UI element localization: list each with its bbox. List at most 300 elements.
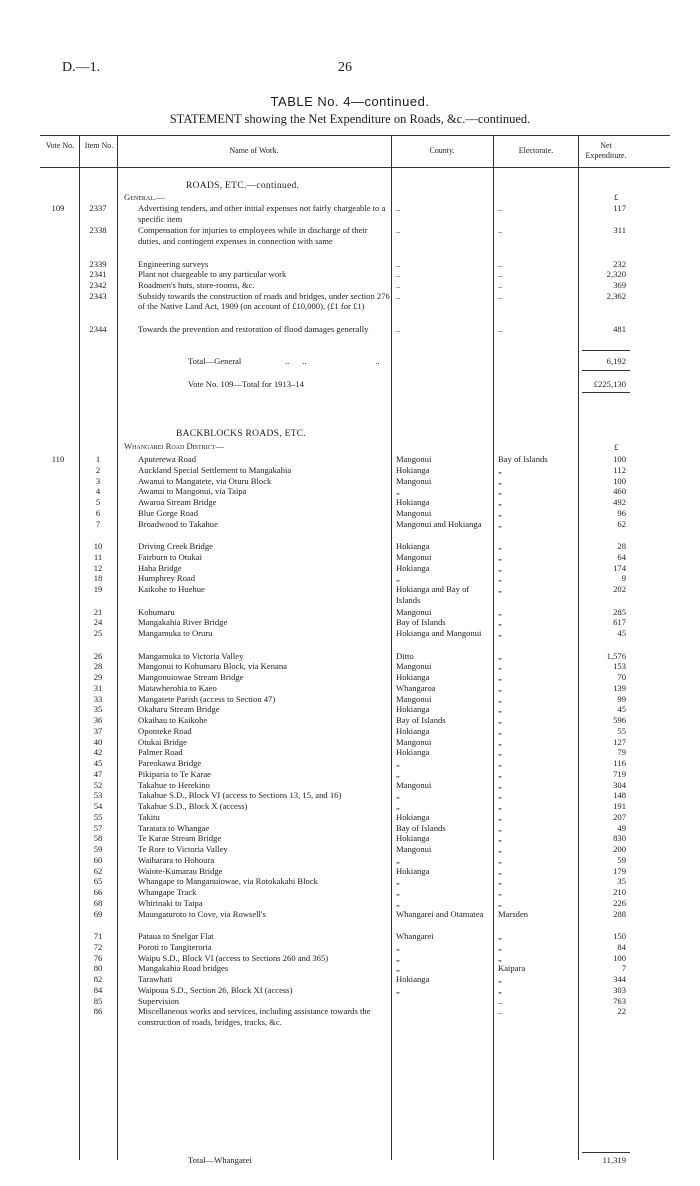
net-expenditure: 285 (613, 606, 626, 617)
item-number: 1 (95, 454, 101, 464)
work-name: Whangape to Manganuiowae, via Rotokakahi Block (138, 876, 318, 887)
net-expenditure: 226 (613, 897, 626, 908)
work-name: Plant not chargeable to any particular work (138, 269, 287, 280)
county: Mangonui (396, 507, 432, 518)
net-expenditure: 344 (613, 974, 626, 984)
work-name: Mangonui to Kohumaru Block, via Kenana (138, 661, 287, 672)
net-expenditure: 59 (617, 854, 626, 865)
item-number: 62 (93, 865, 103, 876)
work-name: Waipu S.D., Block VI (access to Sections 260 and 365) (138, 952, 329, 963)
electorate: .. (498, 290, 503, 301)
total-value: 11,319 (602, 1155, 626, 1165)
currency-symbol: £ (614, 192, 619, 202)
col-rule-4 (493, 135, 494, 1160)
net-expenditure: 112 (613, 464, 626, 475)
electorate: „ (498, 747, 502, 758)
item-number: 29 (93, 672, 103, 682)
item-number: 60 (93, 854, 103, 865)
work-name: Takahue to Herekino (138, 779, 210, 790)
work-name: Takitu (138, 811, 160, 822)
work-name: Kohumaru (138, 606, 175, 617)
total-rule (582, 1152, 630, 1153)
net-expenditure: 117 (613, 203, 626, 213)
net-expenditure: 617 (613, 617, 626, 628)
item-number: 10 (93, 541, 103, 551)
work-name: Mangakahia Road bridges (138, 963, 229, 974)
page-ref: D.—1. (62, 60, 101, 75)
total-label: Total—Whangarei (188, 1155, 252, 1165)
work-name: Pareokawa Bridge (138, 758, 202, 768)
electorate: „ (498, 779, 502, 790)
net-expenditure: 148 (613, 790, 626, 801)
work-name: Okaharu Stream Bridge (138, 704, 220, 715)
county: .. (396, 323, 401, 334)
section-heading-backblocks: BACKBLOCKS ROADS, ETC. (176, 429, 307, 439)
county: Whangarei (396, 931, 434, 941)
electorate: „ (498, 952, 502, 963)
county: „ (396, 573, 400, 584)
work-name: Mangamuka to Victoria Valley (138, 650, 244, 661)
item-number: 36 (93, 715, 103, 725)
item-number: 55 (93, 811, 103, 822)
net-expenditure: 288 (613, 908, 626, 919)
electorate: „ (498, 573, 502, 584)
county: Hokianga (396, 562, 430, 573)
county: Mangonui and Hokianga (396, 518, 482, 529)
work-name: Pikiparia to Te Karae (138, 768, 211, 779)
electorate: „ (498, 984, 502, 995)
col-header-vote: Vote No. (45, 141, 75, 150)
electorate: „ (498, 650, 502, 661)
county: Mangonui (396, 661, 432, 672)
work-name: Towards the prevention and restoration of flood damages generally (138, 323, 369, 334)
county: .. (396, 258, 401, 269)
header-bottom-rule (40, 167, 670, 168)
col-rule-3 (391, 135, 392, 1160)
net-expenditure: 311 (613, 225, 626, 236)
county: .. (396, 290, 401, 301)
work-name: Supervision (138, 995, 180, 1006)
item-number: 25 (93, 628, 103, 638)
col-rule-1 (79, 135, 80, 1160)
county: Hokianga (396, 865, 430, 876)
work-name: Okaihau to Kaikohe (138, 715, 208, 725)
page-number: 26 (338, 60, 352, 75)
electorate: .. (498, 323, 503, 334)
electorate: .. (498, 995, 503, 1006)
vote-total-value: £225,130 (593, 379, 626, 389)
county: „ (396, 876, 400, 887)
net-expenditure: 460 (613, 486, 626, 497)
county: Mangonui (396, 551, 432, 562)
work-name: Tarawhati (138, 974, 173, 984)
electorate: „ (498, 931, 502, 941)
work-name: Fairburn to Otukai (138, 551, 202, 562)
net-expenditure: 763 (613, 995, 626, 1006)
net-expenditure: 492 (613, 497, 626, 507)
county: Mangonui (396, 844, 432, 854)
electorate: „ (498, 876, 502, 887)
electorate: „ (498, 628, 502, 638)
net-expenditure: 191 (613, 801, 626, 811)
county: Mangonui (396, 693, 432, 704)
net-expenditure: 49 (617, 822, 626, 833)
electorate: „ (498, 736, 502, 747)
item-number: 31 (93, 682, 103, 693)
net-expenditure: 481 (613, 323, 626, 334)
net-expenditure: 96 (617, 507, 626, 518)
electorate: „ (498, 497, 502, 507)
electorate: „ (498, 811, 502, 822)
item-number: 2343 (89, 290, 107, 301)
work-name: Mangonuiowae Stream Bridge (138, 672, 244, 682)
item-number: 35 (93, 704, 103, 715)
work-name: Auckland Special Settlement to Mangakahia (138, 464, 292, 475)
electorate: .. (498, 1006, 503, 1017)
work-name: Matawherohia to Kaeo (138, 682, 217, 693)
item-number: 68 (93, 897, 103, 908)
work-name: Waiote-Kumarau Bridge (138, 865, 223, 876)
net-expenditure: 303 (613, 984, 626, 995)
county: Hokianga (396, 747, 430, 758)
net-expenditure: 22 (617, 1006, 626, 1017)
work-name: Maungaturoto to Cove, via Rowsell's (138, 908, 266, 919)
county: „ (396, 897, 400, 908)
net-expenditure: 45 (617, 704, 626, 715)
item-number: 5 (95, 497, 101, 507)
statement-title: STATEMENT showing the Net Expenditure on Roads, &c.—continued. (169, 112, 531, 126)
item-number: 57 (93, 822, 103, 833)
net-expenditure: 153 (613, 661, 626, 672)
item-number: 84 (93, 984, 103, 995)
county: Bay of Islands (396, 715, 446, 725)
work-name: Humphrey Road (138, 573, 196, 584)
work-name: Subsidy towards the construction of roads and bridges, under section 276 of the Native Land Act, 1909 (on account of £10,000), (£1 for £1) (138, 290, 390, 312)
electorate: „ (498, 617, 502, 628)
item-number: 26 (93, 650, 103, 661)
item-number: 45 (93, 758, 103, 768)
work-name: Aputerewa Road (138, 454, 196, 464)
work-name: Mangamuka to Oruru (138, 628, 213, 638)
electorate: „ (498, 507, 502, 518)
work-name: Advertising tenders, and other initial expenses not fairly chargeable to a specific item (138, 203, 386, 224)
work-name: Waiharara to Hohoura (138, 854, 215, 865)
electorate: .. (498, 279, 503, 290)
county: Whangarei and Otamatea (396, 908, 484, 919)
electorate: „ (498, 865, 502, 876)
electorate: „ (498, 661, 502, 672)
electorate: „ (498, 672, 502, 682)
net-expenditure: 99 (617, 693, 626, 704)
net-expenditure: 150 (613, 931, 626, 941)
work-name: Oponteke Road (138, 725, 192, 736)
work-name: Miscellaneous works and services, including assistance towards the construction of roads, bridges, tracks, &c. (138, 1006, 371, 1028)
vote-total-label: Vote No. 109—Total for 1913–14 (188, 379, 304, 389)
work-name: Awanui to Mangonui, via Taipa (138, 486, 247, 497)
electorate: „ (498, 854, 502, 865)
electorate: „ (498, 584, 502, 594)
section-heading-roads: ROADS, ETC.—continued. (186, 181, 300, 191)
item-number: 52 (93, 779, 103, 790)
work-name: Broadwood to Takahue (138, 518, 218, 529)
col-header-county: County. (429, 146, 455, 155)
work-name: Blue Gorge Road (138, 507, 198, 518)
item-number: 59 (93, 844, 103, 854)
electorate: „ (498, 897, 502, 908)
item-number: 72 (93, 941, 103, 952)
net-expenditure: 200 (613, 844, 626, 854)
item-number: 11 (93, 551, 103, 562)
county: Mangonui (396, 779, 432, 790)
electorate: „ (498, 682, 502, 693)
county: Mangonui (396, 475, 432, 486)
work-name: Awanui to Mangatete, via Oturu Block (138, 475, 272, 486)
electorate: „ (498, 822, 502, 833)
item-number: 6 (95, 507, 101, 518)
county: .. (396, 279, 401, 290)
work-name: Haha Bridge (138, 562, 182, 573)
county: „ (396, 486, 400, 497)
electorate: .. (498, 225, 503, 236)
county: Hokianga (396, 464, 430, 475)
county: Hokianga and Bay of Islands (396, 584, 470, 605)
work-name: Otukai Bridge (138, 736, 187, 747)
total-value: 6,192 (606, 356, 626, 366)
item-number: 82 (93, 974, 103, 984)
net-expenditure: 7 (621, 963, 626, 974)
item-number: 85 (93, 995, 103, 1006)
county: Bay of Islands (396, 617, 446, 628)
item-number: 33 (93, 693, 103, 704)
work-name: Compensation for injuries to employees while in discharge of their duties, and contingent expenses in connection with same (138, 225, 368, 247)
work-name: Awaroa Stream Bridge (138, 497, 217, 507)
net-expenditure: 45 (617, 628, 626, 638)
work-name: Te Karae Stream Bridge (138, 833, 222, 844)
county: Hokianga (396, 497, 430, 507)
work-name: Takahue S.D., Block X (access) (138, 801, 248, 811)
net-expenditure: 35 (617, 876, 626, 887)
electorate: „ (498, 486, 502, 497)
net-expenditure: 28 (617, 541, 626, 551)
county: Hokianga (396, 811, 430, 822)
county: Hokianga (396, 725, 430, 736)
electorate: Bay of Islands (498, 454, 548, 464)
net-expenditure: 304 (613, 779, 626, 790)
electorate: „ (498, 833, 502, 844)
electorate: „ (498, 715, 502, 725)
county: Hokianga (396, 672, 430, 682)
work-name: Mangakahia River Bridge (138, 617, 228, 628)
county: „ (396, 854, 400, 865)
total-rule (582, 370, 630, 371)
county: Hokianga and Mangonui (396, 628, 482, 638)
county: „ (396, 984, 400, 995)
county: „ (396, 941, 400, 952)
item-number: 2342 (89, 279, 107, 290)
county: „ (396, 790, 400, 801)
county: „ (396, 758, 400, 768)
item-number: 86 (93, 1006, 103, 1017)
work-name: Driving Creek Bridge (138, 541, 213, 551)
section-subheading-whangarei: Whangarei Road District— (124, 441, 224, 451)
item-number: 42 (93, 747, 103, 758)
electorate: „ (498, 887, 502, 897)
total-label: Total—General (188, 356, 242, 366)
electorate: „ (498, 464, 502, 475)
electorate: „ (498, 974, 502, 984)
net-expenditure: 100 (613, 454, 626, 464)
work-name: Kaikohe to Huehue (138, 584, 205, 594)
vote-number: 109 (51, 203, 65, 213)
work-name: Whirinaki to Taipa (138, 897, 203, 908)
electorate: „ (498, 518, 502, 529)
county: Mangonui (396, 454, 432, 464)
net-expenditure: 9 (621, 573, 626, 584)
net-expenditure: 179 (613, 865, 626, 876)
work-name: Palmer Road (138, 747, 183, 758)
electorate: „ (498, 758, 502, 768)
col-header-net: Net Expenditure. (585, 141, 627, 160)
item-number: 18 (93, 573, 103, 584)
work-name: Taratara to Whangae (138, 822, 210, 833)
net-expenditure: 100 (613, 952, 626, 963)
net-expenditure: 62 (617, 518, 626, 529)
col-header-name: Name of Work. (229, 146, 279, 155)
work-name: Engineering surveys (138, 258, 209, 269)
item-number: 21 (93, 606, 103, 617)
county: .. (396, 269, 401, 280)
work-name: Poroti to Tangiteroria (138, 941, 212, 952)
electorate: .. (498, 269, 503, 280)
electorate: „ (498, 541, 502, 551)
electorate: „ (498, 768, 502, 779)
item-number: 4 (95, 486, 101, 497)
electorate: Kaipara (498, 963, 526, 974)
item-number: 19 (93, 584, 103, 594)
table-top-rule (40, 135, 670, 136)
county: Ditto (396, 650, 414, 661)
item-number: 2341 (89, 269, 107, 280)
item-number: 54 (93, 801, 103, 811)
item-number: 2339 (89, 258, 107, 269)
item-number: 80 (93, 963, 103, 974)
county: „ (396, 952, 400, 963)
net-expenditure: 830 (613, 833, 626, 844)
vote-number: 110 (51, 454, 65, 464)
work-name: Mangatete Parish (access to Section 47) (138, 693, 276, 704)
currency-symbol: £ (614, 442, 619, 452)
electorate: Marsden (498, 908, 529, 919)
county: „ (396, 768, 400, 779)
county: Hokianga (396, 541, 430, 551)
county: Hokianga (396, 704, 430, 715)
net-expenditure: 2,362 (606, 290, 626, 301)
electorate: „ (498, 844, 502, 854)
county: Hokianga (396, 974, 430, 984)
net-expenditure: 202 (613, 584, 626, 594)
item-number: 37 (93, 725, 103, 736)
item-number: 66 (93, 887, 103, 897)
total-rule (582, 392, 630, 393)
net-expenditure: 127 (613, 736, 626, 747)
net-expenditure: 84 (617, 941, 626, 952)
net-expenditure: 116 (613, 758, 626, 768)
col-header-item: Item No. (84, 141, 114, 150)
item-number: 40 (93, 736, 103, 747)
col-rule-2 (117, 135, 118, 1160)
item-number: 53 (93, 790, 103, 801)
net-expenditure: 79 (617, 747, 626, 758)
item-number: 76 (93, 952, 103, 963)
work-name: Takahue S.D., Block VI (access to Sections 13, 15, and 16) (138, 790, 342, 801)
net-expenditure: 232 (613, 258, 626, 269)
county: Mangonui (396, 606, 432, 617)
table-title: TABLE No. 4—continued. (270, 94, 430, 109)
county: Hokianga (396, 833, 430, 844)
item-number: 71 (93, 931, 103, 941)
item-number: 24 (93, 617, 103, 628)
work-name: Waipoua S.D., Section 26, Block XI (access) (138, 984, 293, 995)
net-expenditure: 369 (613, 279, 626, 290)
electorate: .. (498, 203, 503, 213)
item-number: 28 (93, 661, 103, 672)
electorate: „ (498, 704, 502, 715)
total-rule (582, 350, 630, 351)
net-expenditure: 64 (617, 551, 626, 562)
work-name: Pataua to Snelgar Flat (138, 931, 214, 941)
electorate: „ (498, 551, 502, 562)
item-number: 2337 (89, 203, 107, 213)
net-expenditure: 55 (617, 725, 626, 736)
section-subheading-general: General.— (124, 192, 165, 202)
county: „ (396, 887, 400, 897)
net-expenditure: 100 (613, 475, 626, 486)
electorate: „ (498, 693, 502, 704)
item-number: 12 (93, 562, 103, 573)
county: .. (396, 203, 401, 213)
net-expenditure: 70 (617, 672, 626, 682)
net-expenditure: 207 (613, 811, 626, 822)
item-number: 58 (93, 833, 103, 844)
item-number: 2 (95, 464, 101, 475)
county: .. (396, 225, 401, 236)
item-number: 47 (93, 768, 103, 779)
electorate: .. (498, 258, 503, 269)
electorate: „ (498, 801, 502, 811)
net-expenditure: 2,320 (606, 269, 626, 280)
total-leader: .. .. .. (285, 356, 380, 366)
work-name: Roadmen's huts, store-rooms, &c. (138, 279, 255, 290)
county: Whangaroa (396, 682, 436, 693)
net-expenditure: 596 (613, 715, 626, 725)
county: „ (396, 963, 400, 974)
work-name: Te Rore to Victoria Valley (138, 844, 228, 854)
item-number: 69 (93, 908, 103, 919)
electorate: „ (498, 941, 502, 952)
net-expenditure: 210 (613, 887, 626, 897)
net-expenditure: 139 (613, 682, 626, 693)
electorate: „ (498, 606, 502, 617)
net-expenditure: 1,576 (606, 650, 626, 661)
electorate: „ (498, 562, 502, 573)
item-number: 65 (93, 876, 103, 887)
electorate: „ (498, 790, 502, 801)
col-header-electorate: Electorate. (518, 146, 554, 155)
net-expenditure: 719 (613, 768, 626, 779)
county: Mangonui (396, 736, 432, 747)
item-number: 2344 (89, 323, 107, 334)
electorate: „ (498, 725, 502, 736)
